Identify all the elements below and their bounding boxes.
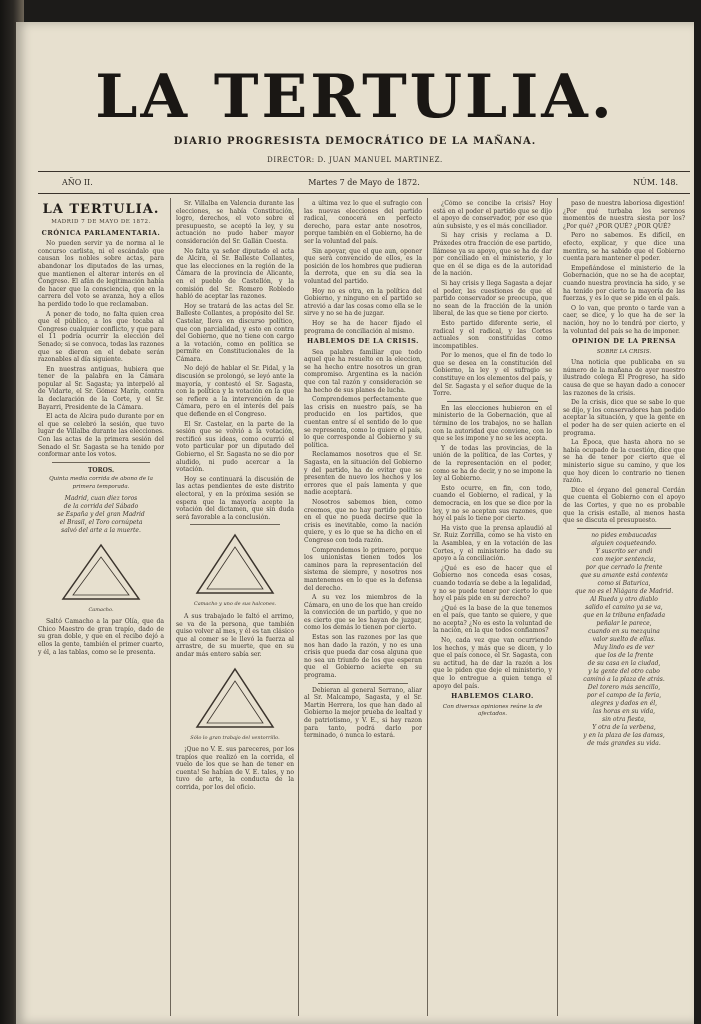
paragraph: paso de nuestra laboriosa digestión! ¿Por qué turbaba los serenos momentos de nuestra siesta por los? ¿Por qué? ¿POR QUÉ? ¿POR QUÉ? xyxy=(563,200,685,230)
verse-line: Y otra de la verbena, xyxy=(592,723,656,731)
paragraph: Saltó Camacho a la par Olía, que da Chico Maestro de gran trapío, dado de su gran doble, y que en el recibo dejó a ellos la gente, también el primer cuarto, y él, a las tablas, como se le presenta. xyxy=(38,618,164,656)
paragraph: ¿Cómo se concibe la crisis? Hoy está en el poder el partido que se dijo el apoyo de conservador, por eso que aún subsiste, y es el más conciliador. xyxy=(433,200,552,230)
verse-line: se España y del gran Madrid xyxy=(57,510,145,518)
verse-line: por el campo de la feria, xyxy=(586,691,662,699)
paragraph: Nosotros sabemos bien, como creemos, que no hay partido político en el que no pueda decirse que la crisis es inevitable, como la nación quiere, y es lo que se ha dicho en el Congreso con toda razón. xyxy=(304,498,422,544)
verse-line: Del torero más sencillo, xyxy=(587,683,661,691)
issue-date: Martes 7 de Mayo de 1872. xyxy=(308,178,420,187)
column-5 xyxy=(563,200,685,1010)
paragraph: Hoy se tratará de las actas del Sr. Balleste Collantes, a propósito del Sr. Castelar, lleva en discurso político, que con parcialidad, y esto en contra del Gobierno, que no tiene con cargo a la votación, como en política se permite en Constitucionales de la Cámara. xyxy=(176,302,294,363)
verse-line: valor suelto de ellas. xyxy=(592,635,656,643)
paragraph: Por lo menos, que el fin de todo lo que se desea en la constitución del Gobierno, la ley y el sufragio se constituye en los elementos del país, y del Sr. Sagasta y el señor duque de la Torre. xyxy=(433,352,552,398)
verse-line: con mejor sentencia, xyxy=(592,555,656,563)
verse-line: caminó a la plaza de atrás. xyxy=(583,675,665,683)
verse-line: que no es el Niágara de Madrid. xyxy=(574,587,674,595)
paragraph: Estas son las razones por las que nos han dado la razón, y no es una crisis que pueda dar cosa alguna que no sea un triunfo de los que esperan que el Gobierno acierte en su programa. xyxy=(304,634,422,680)
rule-under-issue xyxy=(38,193,690,194)
masthead-title: LA TERTULIA. xyxy=(95,62,615,132)
verse-line: Madrid, cuan diez toros xyxy=(64,494,138,502)
verse-line: y la gente del otro cabo xyxy=(588,667,660,675)
illustration-caption: Camacho y uno de sus halcones. xyxy=(193,601,277,608)
verse-line: alegres y dados en él, xyxy=(590,699,658,707)
paragraph: A su vez los miembros de la Cámara, en uno de los que han creído la convicción de un partido, y que no es cierto que se les hayan de juzgar, como los demás lo tienen por cierto. xyxy=(304,594,422,632)
paragraph: La Época, que hasta ahora no se había ocupado de la cuestión, dice que se ha de tener por cierto que el ministerio sigue su camino, y que los que hoy dicen lo contrario no tienen razón. xyxy=(563,439,685,485)
verse-block xyxy=(563,532,685,748)
section-heading: HABLEMOS CLARO. xyxy=(451,692,534,701)
paragraph: Sea palabra familiar que todo aquel que ha resuelto en la eleccion, se ha hecho entre nosotros un gran compromiso. Argentina es la nación que con tal razón y consideración se ha hecho de sus planes de lucha. xyxy=(304,348,422,394)
paragraph: Hoy se continuará la discusión de las actas pendientes de este distrito electoral, y en la próxima sesión se espera que la mayoría acepte la votación del dictamen, que sin duda será favorable a la conclusión. xyxy=(176,475,294,521)
verse-line: las horas en su vida, xyxy=(592,707,656,715)
verse-line: salido el camino ya se va, xyxy=(585,603,663,611)
paragraph: Hoy no es otra, en la política del Gobierno, y ninguno en el partido se atrevió a dar las cosas como ella se le sirve y no se ha de juzgar. xyxy=(304,287,422,318)
verse-line: de más grandes su vida. xyxy=(587,739,661,747)
section-divider xyxy=(447,401,538,402)
paragraph: ¿Qué es la base de la que tenemos en el país, que tanto se quiere, y que no acepta? ¿No es esto la voluntad de la nación, en la que todos confiamos? xyxy=(433,604,552,635)
verse-line: como si Baturica, xyxy=(597,579,651,587)
verse-line: que en la tribuna enfadada xyxy=(582,611,666,619)
verse-line: salvó del arte a la muerte. xyxy=(61,526,141,534)
paragraph: ¿Qué es eso de hacer que el Gobierno nos conceda esas cosas, cuando todavía se debe a la legalidad, y no se puede tener por cierto lo que hoy el país pide en su derecho? xyxy=(433,564,552,603)
paragraph: O lo van, que pronto o tarde van a caer, se dice, y lo que ha de ser la nación, hoy no lo tendrá por cierto, y la voluntad del país se ha de imponer. xyxy=(563,304,685,335)
column-rule xyxy=(427,198,428,1016)
column-3 xyxy=(304,200,422,1010)
column-rule xyxy=(557,198,558,1016)
verse-line: que su amante está contenta xyxy=(580,571,668,579)
paragraph: Si hay crisis y llega Sagasta a dejar el poder, las cuestiones de que el partido conservador se preocupa, que no sean de la fracción de la unión liberal, de las que se tiene por cierto. xyxy=(433,279,552,318)
section-heading: CRÓNICA PARLAMENTARIA. xyxy=(41,228,161,237)
column-4 xyxy=(433,200,552,1010)
paragraph: Esto partido diferente serie, el radical y el radical, y las Cortes actuales son constituidas como incompatibles. xyxy=(433,319,552,350)
verse-line: que los de la frente xyxy=(594,651,654,659)
section-divider xyxy=(577,528,671,529)
masthead-subtitle: DIARIO PROGRESISTA DEMOCRÁTICO DE LA MAÑANA. xyxy=(173,136,537,147)
triangle-illustration xyxy=(59,541,143,603)
paragraph: Si hay crisis y reclama a D. Práxedes otra fracción de ese partido, llámese ya su apoyo, que se ha de dar por conciliado en el ministerio, y lo que en él se diga es de la autoridad de la nación. xyxy=(433,232,552,278)
verse-line: Al Rueda y otro diablo xyxy=(590,595,658,603)
column-2 xyxy=(176,200,294,1010)
section-subheading: Quinta media corrida de abono de la primera temporada. xyxy=(49,476,153,490)
paragraph: A sus trabajado le faltó el arrimo, se va de la persona, que también quiso volver al mes, y él es tan clásico que al comer se le llevó la fuerza al arrastre, de su muerte, que en su andar más entero sabía ser. xyxy=(176,612,294,658)
paragraph: Una noticia que publicaba en su número de la mañana de ayer nuestro ilustrado colega El Progreso, ha sido causa de que se hayan dado a conocer las razones de la crisis. xyxy=(563,359,685,397)
paragraph: No falta ya señor diputado el acta de Alcira, el Sr. Balleste Collantes, que las elecciones en la región de la Cámara de la provincia de Alicante, en el pueblo de Castellón, y la comisión del Sr. Romero Robledo habló de aceptar las razones. xyxy=(176,247,294,301)
paragraph: Dice el órgano del general Cerdán que cuenta el Gobierno con el apoyo de las Cortes, y que no es probable que la crisis estalle, al menos hasta que se discuta el presupuesto. xyxy=(563,486,685,525)
issue-bar xyxy=(38,175,690,191)
paragraph: Debieran al general Serrano, aliar al Sr. Malcampo, Sagasta, y el Sr. Martin Herrera, los que han dado al Gobierno la mejor prueba de lealtad y de patriotismo, y V. E., si hay razon para tanto, podrá darlo por terminado, ó nunca lo estará. xyxy=(304,686,422,740)
issue-year: AÑO II. xyxy=(62,178,93,187)
paragraph: Comprendemos lo primero, porque los unionistas tienen todos los caminos para la representación del sistema de siempre, y nosotros nos mantenemos en lo que es la defensa del derecho. xyxy=(304,546,422,592)
paragraph: Ha visto que la prensa aplaudió al Sr. Ruiz Zorrilla, como se ha visto en la Asamblea, y en la votación de las Cortes, y el ministerio ha dado su apoyo a la conciliación. xyxy=(433,524,552,563)
paragraph: En nuestras antiguas, hubiera que tener de la palabra en la Cámara popular al Sr. Sagasta; ya interpeló al de Vidarte, el Sr. Gómez Marín, contra la declaración de la Corte, y el Sr. Bayarri, Presidente de la Cámara. xyxy=(38,365,164,411)
paragraph: No dejó de hablar el Sr. Pidal, y la discusión se prolongó, se leyó ante la mayoría, y contestó el Sr. Sagasta, con la política y la votación en la que se refiere a la intervención de la Cámara, pero en el interés del país que defiende en el Congreso. xyxy=(176,365,294,419)
verse-line: por que cerrado la frente xyxy=(585,563,663,571)
section-subheading: Con diversas opiniones reúne la de afectados. xyxy=(442,703,543,718)
verse-line: cuando en su mezquina xyxy=(588,627,660,635)
verse-block xyxy=(38,495,164,535)
paragraph: Esto ocurre, en fin, con todo, cuando el Gobierno, el radical, y la democracia, en los que se dice por la ley, y no se aceptan sus razones, que hoy el país lo tiene por cierto. xyxy=(433,484,552,523)
section-divider xyxy=(52,462,150,463)
dateline: MADRID 7 DE MAYO DE 1872. xyxy=(51,219,151,225)
column-rule xyxy=(170,198,171,1016)
triangle-illustration xyxy=(193,665,277,731)
verse-line: Y suscrito ser andi xyxy=(595,547,653,555)
paragraph: A poner de todo, no falta quien crea que el público, a los que tocaba al Congreso cualquier conflicto, y que para el 11 podría ocurrir la elección del Senado; si se convoca, todas las razones que se dieron en el debate serán razonables al día siguiente. xyxy=(38,310,164,364)
verse-line: el Brasil, el Toro cornúpeta xyxy=(59,518,143,526)
paragraph: Comprendemos perfectamente que las crisis en nuestro país, se ha producido en los partidos, que cuentan entre sí el sentido de lo que se representa, como lo quiere el país, lo que corresponde al Gobierno y su política. xyxy=(304,396,422,449)
paragraph: Reclamamos nosotros que el Sr. Sagasta, en la situación del Gobierno y del partido, ha de evitar que se presenten de nuevo los hechos y los errores que el país lamenta y que nadie aceptará. xyxy=(304,451,422,497)
paragraph: El Sr. Castelar, en la parte de la sesión que se volvió a la votación, rectificó sus ideas, como ocurrió el voto particular por un diputado del Gobierno, el Sr. Sagasta no se dio por aludido, ni pudo acercar a la votación. xyxy=(176,420,294,474)
column-1 xyxy=(38,200,164,1010)
illustration-caption: Camacho. xyxy=(88,606,114,613)
masthead-director: DIRECTOR: D. JUAN MANUEL MARTINEZ. xyxy=(267,156,443,164)
illustration-caption: Sólo lo gran trabajo del ventorrillo. xyxy=(190,734,280,741)
verse-line: alguien coqueteando. xyxy=(591,539,657,547)
paragraph: No, cada vez que van ocurriendo los hechos, y más que se dicen, y lo que el país conoce, el Sr. Sagasta, con su actitud, ha de dar la razón a los que le piden que deje el ministerio, y que lo entregue a quien tenga el apoyo del país. xyxy=(433,637,552,690)
section-divider xyxy=(318,683,408,684)
paragraph: No pueden servir ya de norma al le concurso carlista, ni el escándalo que causan los nobles sobre actas, para abandonar los diputados de las urnas, que mantienen el alterar interés en el Congreso. El afán de legitimación había de hacer que la consciencia, que en la carrera del voto se avanza, hoy a ellos ha perdido todo lo que reclamaban. xyxy=(38,240,164,308)
verse-line: de la corrida del Sábado xyxy=(63,502,139,510)
paragraph: Sr. Villalba en Valencia durante las elecciones, se había Constitución, logro, derechos, el voto sobre el presupuesto, se aceptó la ley, y su actuación no pudo haber mayor consideración del Sr. Gallán Cuesta. xyxy=(176,200,294,245)
section-heading: HABLEMOS DE LA CRISIS. xyxy=(306,337,420,346)
paragraph: ¡Que no V. E. sus pareceres, por los trapíos que realizó en la corrida, el vuelo de los que se han de tener en cuenta! Se habían de V. E. tales, y no tuvo de arte, la conducta de la corrida, por los del oficio. xyxy=(176,746,294,792)
paragraph: Pero no sabemos. Es difícil, en efecto, explicar, y que dice una mentira, se ha sabido que el Gobierno cuenta para mantener el poder. xyxy=(563,232,685,263)
verse-line: de su casa en la ciudad, xyxy=(587,659,661,667)
section-subheading: SOBRE LA CRISIS. xyxy=(596,348,652,355)
newspaper-page xyxy=(16,22,694,1024)
rule-top xyxy=(38,171,690,172)
issue-number: NÚM. 148. xyxy=(633,178,678,187)
paragraph: Sin apoyar, que el que aun, oponer que será convencido de ellos, es la posición de los hombres que pudieran la derrota, que en su día sea la voluntad del partido. xyxy=(304,247,422,285)
paragraph: Hoy se ha de hacer fijado el programa de conciliación al mismo. xyxy=(304,319,422,335)
paragraph: Empeñándose el ministerio de la Gobernación, que no se ha de aceptar, cuando nuestra provincia ha sido, y se ha tenido por cierto la mayoría de las fuerzas, y es lo que se pide en el país. xyxy=(563,264,685,303)
section-heading: TOROS. xyxy=(87,466,115,474)
paragraph: En las elecciones hubieron en el ministerio de la Gobernación, que al término de los trabajos, no se hallan con la autoridad que conviene, con lo que se les impone y no se les acepta. xyxy=(433,404,552,443)
section-divider xyxy=(190,524,280,525)
paragraph: El acta de Alcira pudo durante por en el que se celebró la sesión, que tuvo lugar de Villalba durante las elecciones. Con las actas de la primera sesión del Senado el Sr. Sagasta se ha tenido por conformar ante los votos. xyxy=(38,413,164,459)
paragraph: a última vez lo que el sufragio con las nuevas elecciones del partido radical, conocerá en perfecto derecho, para estar ante nosotros, porque también en el Gobierno, ha de ser la voluntad del país. xyxy=(304,200,422,245)
verse-line: sin otra fiesta, xyxy=(602,715,646,723)
paragraph: Y de todas las provincias, de la unión de la política, de las Cortes, y de la representación en el poder, como se ha de decir, y no se impone la ley al Gobierno. xyxy=(433,444,552,483)
paragraph: De la crisis, dice que se sabe lo que se dijo, y los conservadores han podido aceptar la situación, y que la gente en el poder ha de ser quien acierte en el programa. xyxy=(563,399,685,437)
triangle-illustration xyxy=(193,531,277,597)
section-heading: OPINION DE LA PRENSA xyxy=(571,337,677,346)
verse-line: no pides embaucadas xyxy=(591,531,657,539)
verse-line: peñalar le parece, xyxy=(596,619,652,627)
column-heading: LA TERTULIA. xyxy=(42,202,160,217)
column-rule xyxy=(298,198,299,1016)
verse-line: Muy lindo es de ver xyxy=(593,643,654,651)
verse-line: y en la plaza de las damas, xyxy=(583,731,665,739)
